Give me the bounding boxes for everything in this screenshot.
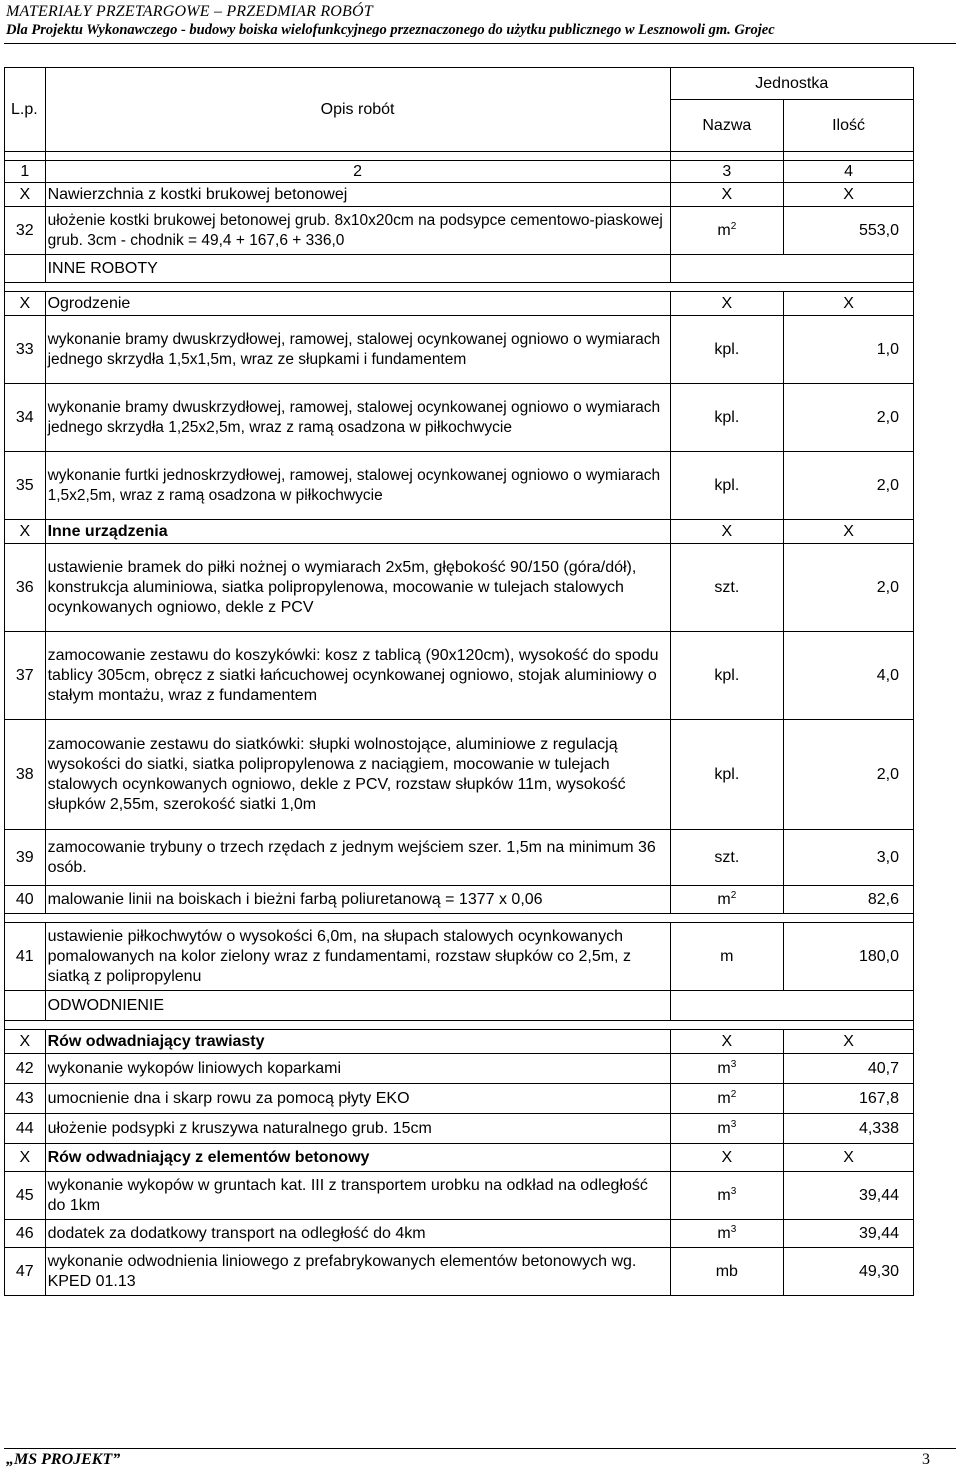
row-lp: 40 xyxy=(5,886,46,914)
spacer-row xyxy=(5,283,914,292)
row-unit xyxy=(670,1084,784,1114)
footer-company: „MS PROJEKT” xyxy=(6,1451,121,1468)
table-row xyxy=(5,1114,914,1144)
table-header-row xyxy=(5,68,914,100)
unit-text: m xyxy=(717,1224,731,1242)
col-lp-header: L.p. xyxy=(5,68,46,152)
row-qty: 167,8 xyxy=(784,1084,914,1114)
row-desc: ustawienie piłkochwytów o wysokości 6,0m, na słupach stalowych ocynkowanych pomalowanych na kolor zielony wraz z fundamentami, rozstaw słupków co 2,5m, z siatką z polipropylenu xyxy=(45,923,670,991)
footer-divider xyxy=(4,1448,956,1449)
row-lp: 43 xyxy=(5,1084,46,1114)
table-row xyxy=(5,1030,914,1054)
row-lp: 37 xyxy=(5,632,46,720)
row-unit: X xyxy=(670,292,784,316)
row-desc: Rów odwadniający trawiasty xyxy=(45,1030,670,1054)
row-qty: X xyxy=(784,520,914,544)
header-divider xyxy=(4,43,956,44)
unit-text: m xyxy=(717,1119,731,1137)
row-unit: X xyxy=(670,1030,784,1054)
row-lp: 44 xyxy=(5,1114,46,1144)
row-unit xyxy=(670,1114,784,1144)
unit-text: m xyxy=(717,1186,731,1204)
row-lp: 33 xyxy=(5,316,46,384)
row-desc: wykonanie wykopów liniowych koparkami xyxy=(45,1054,670,1084)
row-lp: 41 xyxy=(5,923,46,991)
row-unit: kpl. xyxy=(670,452,784,520)
row-desc: wykonanie wykopów w gruntach kat. III z transportem urobku na odkład na odległość do 1km xyxy=(45,1172,670,1220)
table-row xyxy=(5,720,914,830)
section-title: INNE ROBOTY xyxy=(45,255,670,283)
row-desc: wykonanie bramy dwuskrzydłowej, ramowej, stalowej ocynkowanej ogniowo o wymiarach jednego skrzydła 1,5x1,5m, wraz ze słupkami i fundamentem xyxy=(45,316,670,384)
row-desc: wykonanie furtki jednoskrzydłowej, ramowej, stalowej ocynkowanej ogniowo o wymiarach 1,5x2,5m, wraz z ramą osadzona w piłkochwycie xyxy=(45,452,670,520)
table-row xyxy=(5,1144,914,1172)
row-unit: szt. xyxy=(670,544,784,632)
table-row xyxy=(5,292,914,316)
row-lp: 32 xyxy=(5,207,46,255)
row-qty: X xyxy=(784,1144,914,1172)
row-qty: 180,0 xyxy=(784,923,914,991)
row-unit: X xyxy=(670,1144,784,1172)
table-row xyxy=(5,1172,914,1220)
row-qty: 49,30 xyxy=(784,1248,914,1296)
row-desc: ułożenie kostki brukowej betonowej grub. 8x10x20cm na podsypce cementowo-piaskowej grub. 3cm - chodnik = 49,4 + 167,6 + 336,0 xyxy=(45,207,670,255)
row-desc: malowanie linii na boiskach i bieżni farbą poliuretanową = 1377 x 0,06 xyxy=(45,886,670,914)
row-qty: 2,0 xyxy=(784,720,914,830)
row-lp: X xyxy=(5,183,46,207)
row-lp: 47 xyxy=(5,1248,46,1296)
row-unit: mb xyxy=(670,1248,784,1296)
row-lp: 34 xyxy=(5,384,46,452)
col-number: 1 xyxy=(5,161,46,183)
row-qty: 4,338 xyxy=(784,1114,914,1144)
row-unit xyxy=(670,886,784,914)
row-qty: 2,0 xyxy=(784,452,914,520)
table-row xyxy=(5,544,914,632)
row-qty: 553,0 xyxy=(784,207,914,255)
section-row xyxy=(5,991,914,1021)
row-lp: 39 xyxy=(5,830,46,886)
col-number: 4 xyxy=(784,161,914,183)
row-desc: zamocowanie zestawu do koszykówki: kosz z tablicą (90x120cm), wysokość do spodu tablicy 305cm, obręcz z siatki łańcuchowej ocynkowanej ogniowo, stojak aluminiowy o stałym montażu, wraz z fundamentem xyxy=(45,632,670,720)
row-desc: Nawierzchnia z kostki brukowej betonowej xyxy=(45,183,670,207)
row-qty: 4,0 xyxy=(784,632,914,720)
row-unit xyxy=(670,207,784,255)
row-lp: 46 xyxy=(5,1220,46,1248)
page-number: 3 xyxy=(922,1451,930,1468)
table-row xyxy=(5,183,914,207)
document-subtitle: Dla Projektu Wykonawczego - budowy boiska wielofunkcyjnego przeznaczonego do użytku publicznego w Lesznowoli gm. Grojec xyxy=(6,22,775,38)
document-title: MATERIAŁY PRZETARGOWE – PRZEDMIAR ROBÓT xyxy=(6,3,373,20)
spacer-row xyxy=(5,152,914,161)
row-lp: 38 xyxy=(5,720,46,830)
row-qty: X xyxy=(784,1030,914,1054)
row-qty: 40,7 xyxy=(784,1054,914,1084)
table-row xyxy=(5,1054,914,1084)
cost-estimate-table xyxy=(4,67,914,1296)
row-lp: 42 xyxy=(5,1054,46,1084)
section-title: ODWODNIENIE xyxy=(45,991,670,1021)
table-row xyxy=(5,452,914,520)
row-unit: kpl. xyxy=(670,720,784,830)
table-row xyxy=(5,1248,914,1296)
row-qty: X xyxy=(784,292,914,316)
row-lp: X xyxy=(5,1030,46,1054)
row-lp: 45 xyxy=(5,1172,46,1220)
table-row xyxy=(5,830,914,886)
unit-exponent: 3 xyxy=(730,1185,737,1197)
table-row xyxy=(5,886,914,914)
row-qty: 39,44 xyxy=(784,1172,914,1220)
row-lp: X xyxy=(5,292,46,316)
row-unit xyxy=(670,1172,784,1220)
col-number: 2 xyxy=(45,161,670,183)
unit-text: m xyxy=(717,1089,731,1107)
table-row xyxy=(5,1220,914,1248)
row-unit: szt. xyxy=(670,830,784,886)
unit-exponent: 3 xyxy=(730,1118,737,1130)
row-desc: ułożenie podsypki z kruszywa naturalnego grub. 15cm xyxy=(45,1114,670,1144)
unit-exponent: 3 xyxy=(730,1223,737,1235)
unit-exponent: 2 xyxy=(730,1088,737,1100)
row-desc: dodatek za dodatkowy transport na odległość do 4km xyxy=(45,1220,670,1248)
row-qty: 2,0 xyxy=(784,544,914,632)
row-lp: 35 xyxy=(5,452,46,520)
row-desc: wykonanie bramy dwuskrzydłowej, ramowej, stalowej ocynkowanej ogniowo o wymiarach jednego skrzydła 1,25x2,5m, wraz z ramą osadzona w piłkochwycie xyxy=(45,384,670,452)
row-desc: zamocowanie zestawu do siatkówki: słupki wolnostojące, aluminiowe z regulacją wysokości do siatki, siatka polipropylenowa z naciągiem, mocowanie w tulejach stalowych ocynkowanych ogniowo, dekle z PCV, rozstaw słupków 11m, wysokość słupków 2,55m, szerokość siatki 1,0m xyxy=(45,720,670,830)
row-qty: X xyxy=(784,183,914,207)
row-desc: umocnienie dna i skarp rowu za pomocą płyty EKO xyxy=(45,1084,670,1114)
spacer-row xyxy=(5,914,914,923)
section-row xyxy=(5,255,914,283)
row-unit: kpl. xyxy=(670,384,784,452)
row-unit: X xyxy=(670,520,784,544)
col-number: 3 xyxy=(670,161,784,183)
column-number-row xyxy=(5,161,914,183)
unit-text: m xyxy=(717,221,731,239)
row-qty: 82,6 xyxy=(784,886,914,914)
table-row xyxy=(5,384,914,452)
unit-text: m xyxy=(717,1059,731,1077)
row-unit xyxy=(670,1220,784,1248)
row-unit xyxy=(670,1054,784,1084)
row-unit: kpl. xyxy=(670,316,784,384)
row-desc: Inne urządzenia xyxy=(45,520,670,544)
unit-exponent: 2 xyxy=(730,220,737,232)
row-unit: kpl. xyxy=(670,632,784,720)
row-desc: Rów odwadniający z elementów betonowy xyxy=(45,1144,670,1172)
table-row xyxy=(5,316,914,384)
col-qty-header: Ilość xyxy=(784,100,914,152)
col-unit-group-header: Jednostka xyxy=(670,68,913,100)
col-name-header: Nazwa xyxy=(670,100,784,152)
unit-text: m xyxy=(717,890,731,908)
row-qty: 39,44 xyxy=(784,1220,914,1248)
col-desc-header: Opis robót xyxy=(45,68,670,152)
row-desc: Ogrodzenie xyxy=(45,292,670,316)
table-row xyxy=(5,520,914,544)
row-qty: 2,0 xyxy=(784,384,914,452)
row-lp: X xyxy=(5,520,46,544)
table-row xyxy=(5,207,914,255)
row-desc: ustawienie bramek do piłki nożnej o wymiarach 2x5m, głębokość 90/150 (góra/dół), konstrukcja aluminiowa, siatka polipropylenowa, mocowanie w tulejach stalowych ocynkowanych ogniowo, dekle z PCV xyxy=(45,544,670,632)
row-unit: X xyxy=(670,183,784,207)
unit-exponent: 3 xyxy=(730,1058,737,1070)
row-qty: 1,0 xyxy=(784,316,914,384)
row-qty: 3,0 xyxy=(784,830,914,886)
row-desc: zamocowanie trybuny o trzech rzędach z jednym wejściem szer. 1,5m na minimum 36 osób. xyxy=(45,830,670,886)
spacer-row xyxy=(5,1021,914,1030)
row-desc: wykonanie odwodnienia liniowego z prefabrykowanych elementów betonowych wg. KPED 01.13 xyxy=(45,1248,670,1296)
table-row xyxy=(5,1084,914,1114)
row-unit: m xyxy=(670,923,784,991)
table-row xyxy=(5,632,914,720)
table-row xyxy=(5,923,914,991)
row-lp: X xyxy=(5,1144,46,1172)
unit-exponent: 2 xyxy=(730,889,737,901)
row-lp: 36 xyxy=(5,544,46,632)
